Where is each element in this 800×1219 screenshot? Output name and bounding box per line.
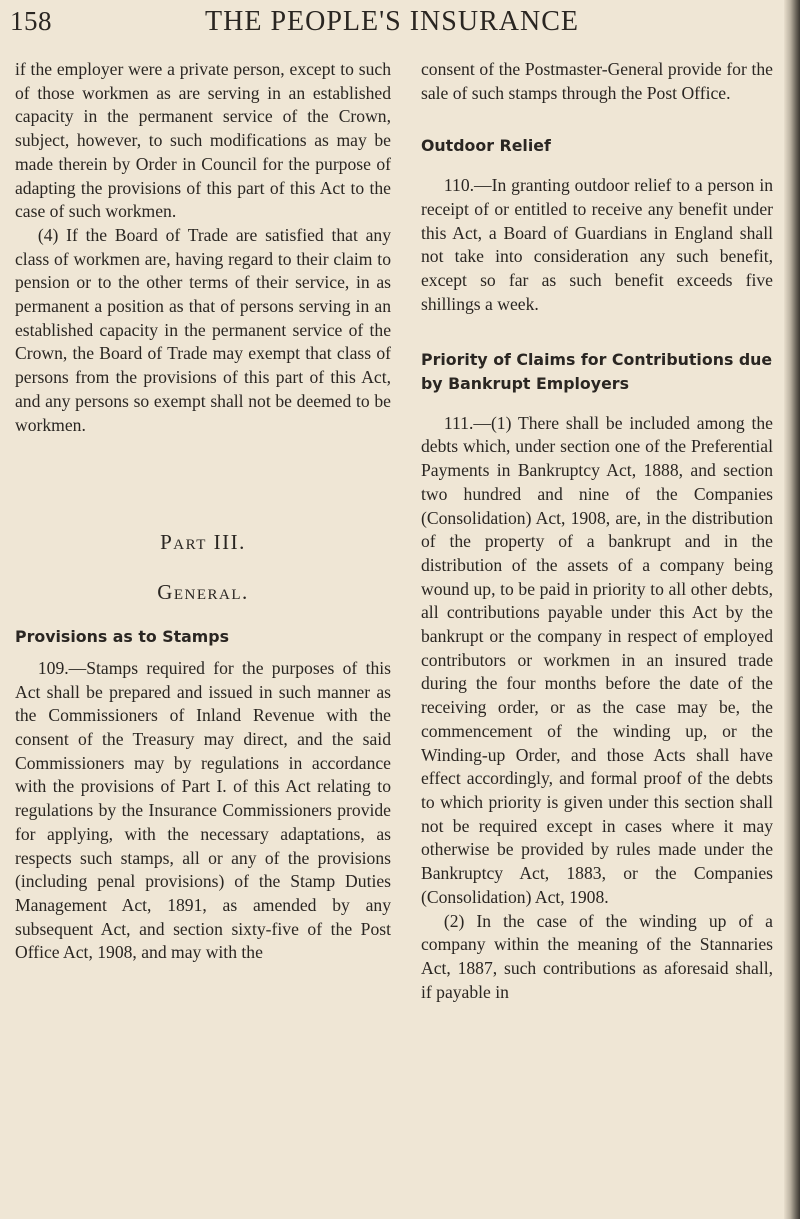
paragraph-section-111-2: (2) In the case of the winding up of a company within the meaning of the Stannaries Act, 1887, such contributions as aforesaid shall, if payable in: [421, 910, 773, 1002]
paragraph-section-111-1: 111.—(1) There shall be included among the debts which, under section one of the Preferential Payments in Bankruptcy Act, 1888, and section two hundred and nine of the Companies (Consolidation) Act, 1908, are, in the distribution of the property of a bankrupt and in the distribution of the assets of a company being wound up, to be paid in priority to all other debts, all contributions payable under this Act by the bankrupt or the company in respect of employed contributors or workmen in an insured trade during the four months before the date of the receiving order, or as the case may be, the commencement of the winding up, or the Winding-up Order, and those Acts shall have effect accordingly, and formal proof of the debts to which priority is given under this section shall not be required except in cases where it may otherwise be provided by rules made under the Bankruptcy Act, 1883, or the Companies (Consolidation) Act, 1908.: [421, 412, 773, 907]
section-heading-outdoor-relief: Outdoor Relief: [421, 136, 551, 156]
page-edge-shadow: [784, 0, 800, 1219]
paragraph-continuation-right: consent of the Postmaster-General provide for the sale of such stamps through the Post Office.: [421, 59, 773, 103]
page-number: 158: [10, 6, 52, 36]
paragraph-section-110: 110.—In granting outdoor relief to a person in receipt of or entitled to receive any benefit under this Act, a Board of Guardians in England shall not take into consideration any such benefit, except so far as such benefit exceeds five shillings a week.: [421, 175, 773, 314]
page-title: THE PEOPLE'S INSURANCE: [205, 6, 579, 37]
section-heading-priority-claims: Priority of Claims for Contributions due by Bankrupt Employers: [421, 350, 773, 394]
part-title: Part III.: [160, 530, 246, 555]
paragraph-section-109: 109.—Stamps required for the purposes of this Act shall be prepared and issued in such manner as the Commissioners of Inland Revenue with the consent of the Treasury may direct, and the said Commissioners may by regulations in accordance with the provisions of Part I. of this Act relating to regulations by the Insurance Commissioners provide for applying, with the necessary adaptations, as respects such stamps, all or any of the provisions (including penal provisions) of the Stamp Duties Management Act, 1891, as amended by any subsequent Act, and section sixty-five of the Post Office Act, 1908, and may with the: [15, 657, 391, 963]
running-head: [10, 6, 774, 50]
part-subtitle: General.: [157, 580, 249, 605]
paragraph-subsection-4: (4) If the Board of Trade are satisfied that any class of workmen are, having regard to their claim to pension or to the other terms of their service, in as permanent a position as that of persons serving in an established capacity in the permanent service of the Crown, the Board of Trade may exempt that class of persons from the provisions of this part of this Act, and any persons so exempt shall not be deemed to be workmen.: [15, 224, 391, 435]
paragraph-continuation: if the employer were a private person, except to such of those workmen as are serving in an established capacity in the permanent service of the Crown, subject, however, to such modifications as may be made therein by Order in Council for the purpose of adapting the provisions of this part of this Act to the case of such workmen.: [15, 59, 391, 222]
right-column: [421, 58, 773, 1004]
left-column: [15, 58, 391, 965]
section-heading-stamps: Provisions as to Stamps: [15, 627, 229, 647]
